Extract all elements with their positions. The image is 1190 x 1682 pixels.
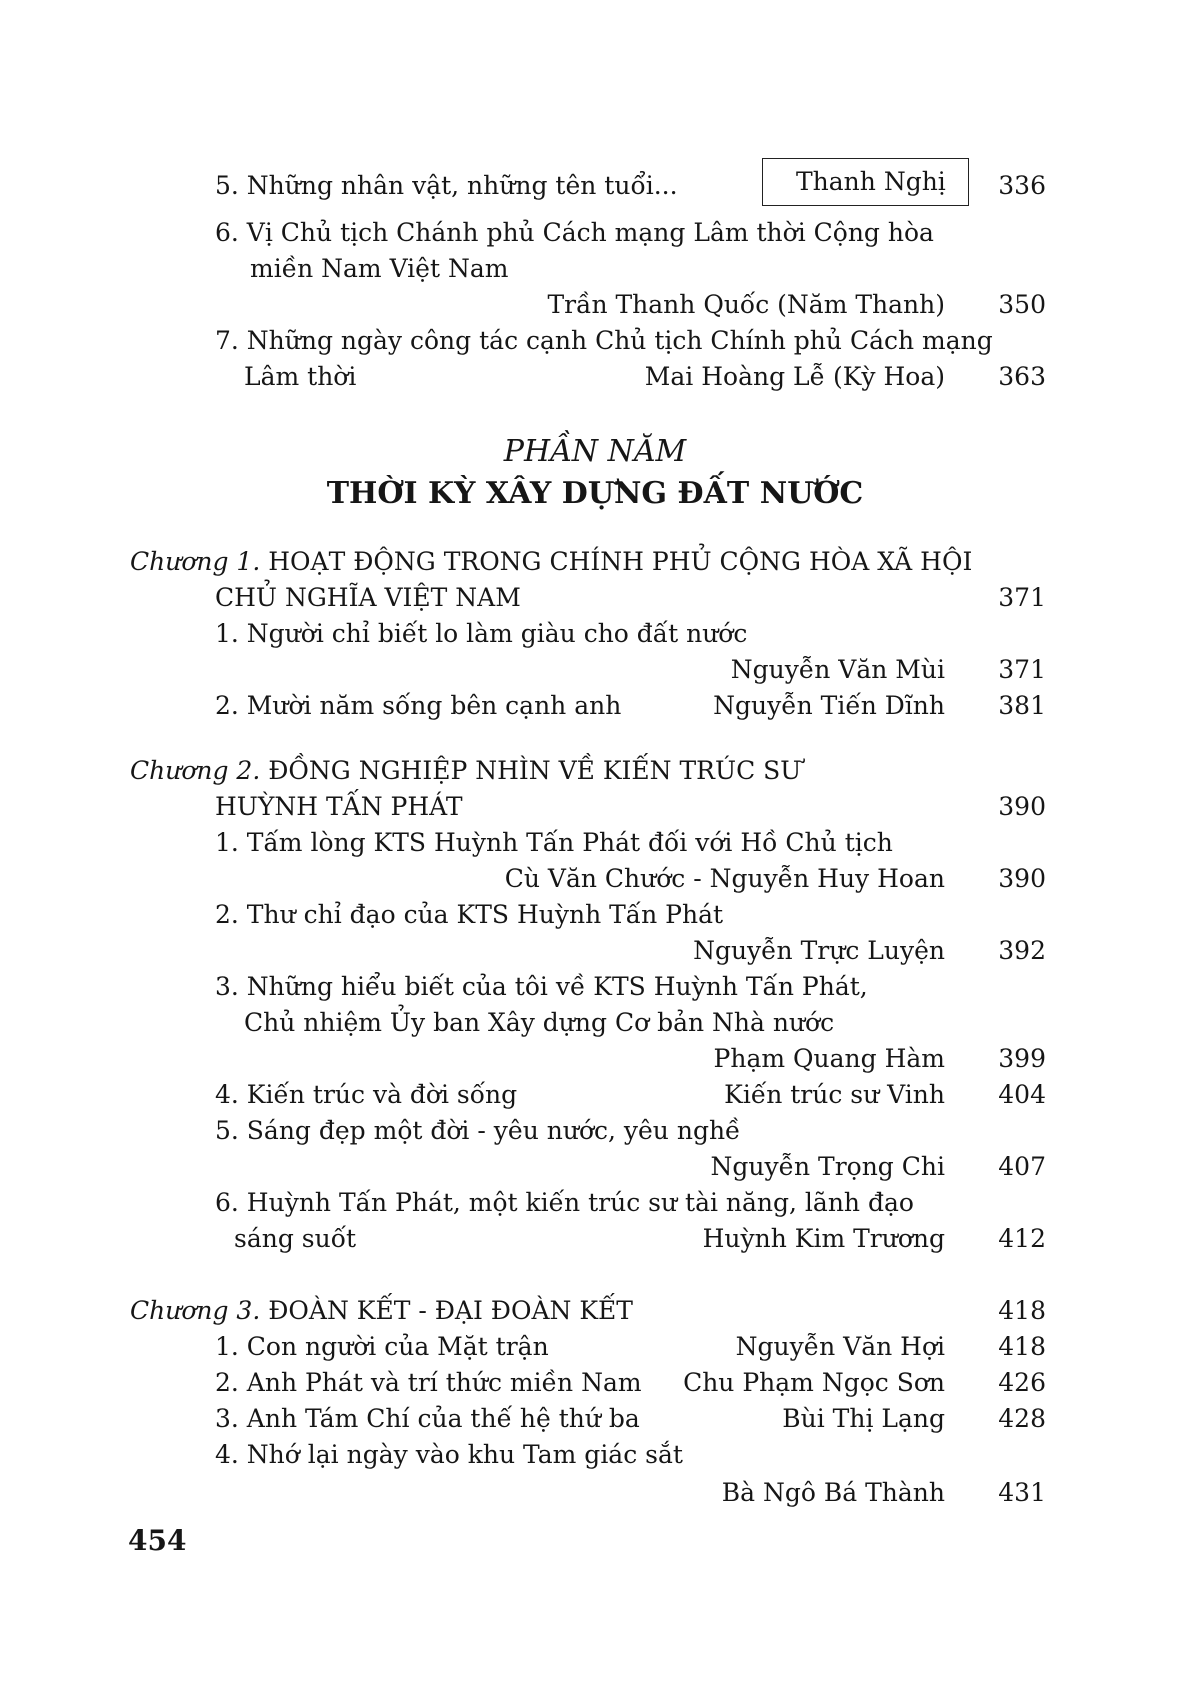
chapter-title: ĐỒNG NGHIỆP NHÌN VỀ KIẾN TRÚC SƯ xyxy=(268,756,802,785)
part-label: PHẦN NĂM xyxy=(503,434,687,469)
toc-entry-author: Nguyễn Văn Mùi xyxy=(730,655,945,684)
toc-entry-title: 4. Nhớ lại ngày vào khu Tam giác sắt xyxy=(215,1440,683,1469)
toc-entry-page: 381 xyxy=(998,691,1046,720)
toc-entry-author: Bùi Thị Lạng xyxy=(782,1404,945,1433)
toc-entry-title: 1. Người chỉ biết lo làm giàu cho đất nước xyxy=(215,619,748,648)
toc-entry-page: 390 xyxy=(998,864,1046,893)
toc-entry-page: 426 xyxy=(998,1368,1046,1397)
toc-entry-page: 428 xyxy=(998,1404,1046,1433)
toc-entry-author: Nguyễn Trực Luyện xyxy=(693,936,945,965)
chapter-heading xyxy=(130,547,972,577)
toc-entry-title: 2. Mười năm sống bên cạnh anh xyxy=(215,691,622,720)
toc-entry-author: Bà Ngô Bá Thành xyxy=(721,1478,945,1507)
toc-entry-page: 371 xyxy=(998,655,1046,684)
toc-entry-title: 2. Anh Phát và trí thức miền Nam xyxy=(215,1368,642,1397)
toc-entry-page: 418 xyxy=(998,1332,1046,1361)
toc-entry-author: Nguyễn Văn Hợi xyxy=(735,1332,945,1361)
toc-entry-page: 392 xyxy=(998,936,1046,965)
toc-entry-author: Kiến trúc sư Vinh xyxy=(724,1080,945,1109)
chapter-heading xyxy=(130,756,801,786)
toc-entry-title: 1. Con người của Mặt trận xyxy=(215,1332,549,1361)
toc-entry-title-cont: Lâm thời xyxy=(244,362,357,391)
chapter-heading xyxy=(130,1296,633,1326)
toc-entry-title-cont: miền Nam Việt Nam xyxy=(250,254,509,283)
toc-entry-title: 3. Anh Tám Chí của thế hệ thứ ba xyxy=(215,1404,640,1433)
toc-entry-author: Nguyễn Trọng Chi xyxy=(710,1152,945,1181)
toc-entry-title-cont: sáng suốt xyxy=(234,1224,357,1253)
toc-entry-author: Nguyễn Tiến Dĩnh xyxy=(713,691,945,720)
toc-entry-author: Huỳnh Kim Trương xyxy=(702,1224,945,1253)
toc-entry-author: Trần Thanh Quốc (Năm Thanh) xyxy=(547,290,945,319)
toc-entry-title: 7. Những ngày công tác cạnh Chủ tịch Chính phủ Cách mạng xyxy=(215,326,993,355)
toc-entry-title: 3. Những hiểu biết của tôi về KTS Huỳnh Tấn Phát, xyxy=(215,972,868,1001)
toc-entry-page: 412 xyxy=(998,1224,1046,1253)
toc-entry-author: Mai Hoàng Lễ (Kỳ Hoa) xyxy=(644,362,945,391)
chapter-title-cont: HUỲNH TẤN PHÁT xyxy=(215,792,463,821)
toc-entry-title: 6. Huỳnh Tấn Phát, một kiến trúc sư tài năng, lãnh đạo xyxy=(215,1188,914,1217)
chapter-page: 418 xyxy=(998,1296,1046,1325)
toc-entry-title: 6. Vị Chủ tịch Chánh phủ Cách mạng Lâm thời Cộng hòa xyxy=(215,218,934,247)
chapter-label: Chương 2. xyxy=(130,756,261,785)
toc-entry-page: 407 xyxy=(998,1152,1046,1181)
chapter-page: 390 xyxy=(998,792,1046,821)
toc-entry-title: 2. Thư chỉ đạo của KTS Huỳnh Tấn Phát xyxy=(215,900,724,929)
toc-entry-title: 1. Tấm lòng KTS Huỳnh Tấn Phát đối với Hồ Chủ tịch xyxy=(215,828,893,857)
toc-entry-author: Thanh Nghị xyxy=(796,167,946,196)
chapter-label: Chương 3. xyxy=(130,1296,261,1325)
toc-entry-title: 5. Những nhân vật, những tên tuổi... xyxy=(215,171,678,200)
chapter-title: HOẠT ĐỘNG TRONG CHÍNH PHỦ CỘNG HÒA XÃ HỘI xyxy=(268,547,973,576)
toc-entry-page: 350 xyxy=(998,290,1046,319)
chapter-title: ĐOÀN KẾT - ĐẠI ĐOÀN KẾT xyxy=(268,1296,633,1325)
page-number: 454 xyxy=(128,1524,187,1557)
toc-entry-page: 363 xyxy=(998,362,1046,391)
toc-entry-title: 4. Kiến trúc và đời sống xyxy=(215,1080,518,1109)
toc-entry-author: Cù Văn Chước - Nguyễn Huy Hoan xyxy=(504,864,945,893)
toc-entry-title: 5. Sáng đẹp một đời - yêu nước, yêu nghề xyxy=(215,1116,741,1145)
chapter-label: Chương 1. xyxy=(130,547,261,576)
chapter-title-cont: CHỦ NGHĨA VIỆT NAM xyxy=(215,583,521,612)
toc-entry-author: Chu Phạm Ngọc Sơn xyxy=(683,1368,945,1397)
toc-entry-page: 336 xyxy=(998,171,1046,200)
toc-entry-page: 404 xyxy=(998,1080,1046,1109)
chapter-page: 371 xyxy=(998,583,1046,612)
part-title: THỜI KỲ XÂY DỰNG ĐẤT NƯỚC xyxy=(326,476,864,511)
toc-entry-page: 399 xyxy=(998,1044,1046,1073)
toc-entry-page: 431 xyxy=(998,1478,1046,1507)
toc-entry-author: Phạm Quang Hàm xyxy=(713,1044,945,1073)
toc-entry-title-cont: Chủ nhiệm Ủy ban Xây dựng Cơ bản Nhà nước xyxy=(244,1008,835,1037)
